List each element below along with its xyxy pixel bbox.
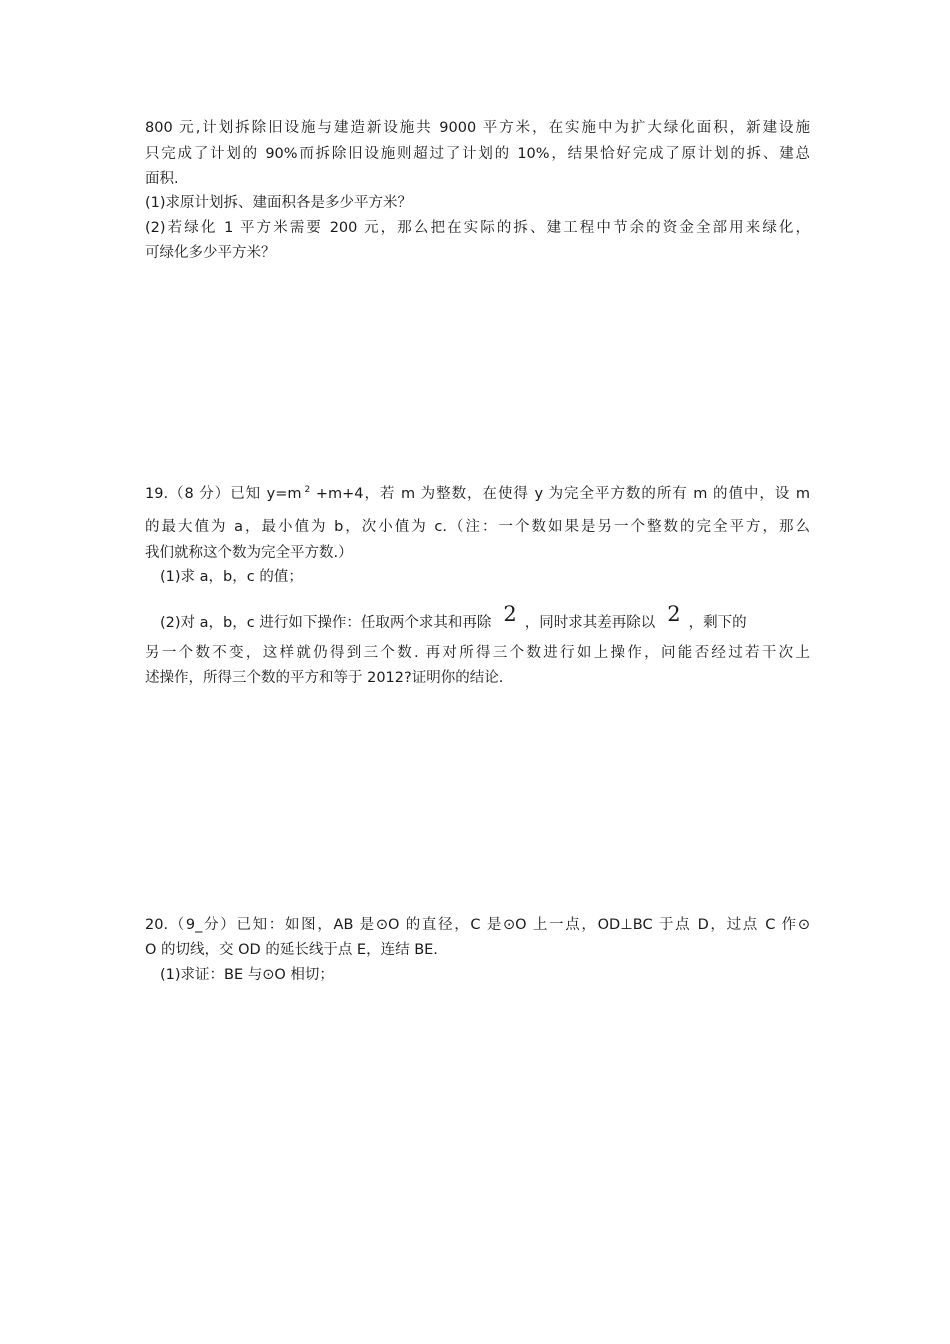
p20-line-1: 20.（9_分）已知：如图，AB 是⊙O 的直径，C 是⊙O 上一点，OD⊥BC 于点 D，过点 C 作⊙ [145, 917, 810, 933]
p19-exponent: 2 [304, 485, 311, 495]
p18-question-2-line-2: 可绿化多少平方米？ [145, 245, 276, 261]
p18-line-1: 800 元,计划拆除旧设施与建造新设施共 9000 平方米，在实施中为扩大绿化面积，新建设施 [145, 120, 810, 136]
p19-q2-symbol-1: 2 [503, 602, 517, 626]
p19-question-2-line-2: 另一个数不变，这样就仍得到三个数. 再对所得三个数进行如上操作，问能否经过若干次上 [145, 645, 810, 661]
p19-q2-part-3: ，剩下的 [688, 615, 747, 631]
p19-q2-part-1: (2)对 a，b，c 进行如下操作：任取两个求其和再除 [160, 615, 492, 631]
p19-line-2: 的最大值为 a，最小值为 b，次小值为 c.（注：一个数如果是另一个整数的完全平方，那么 [145, 519, 810, 535]
p19-q2-symbol-2: 2 [667, 602, 681, 626]
p19-question-1: (1)求 a，b，c 的值； [160, 569, 303, 585]
p19-q2-part-2: ，同时求其差再除以 [524, 615, 656, 631]
p18-question-1: (1)求原计划拆、建面积各是多少平方米？ [145, 195, 413, 211]
p19-line-3: 我们就称这个数为完全平方数.） [145, 545, 353, 561]
p19-line-1-pre: 19.（8 分）已知 y=m [145, 486, 302, 502]
p18-line-2: 只完成了计划的 90%而拆除旧设施则超过了计划的 10%，结果恰好完成了原计划的拆、建总 [145, 146, 810, 162]
p19-line-1-post: +m+4，若 m 为整数，在使得 y 为完全平方数的所有 m 的值中，设 m [315, 486, 811, 502]
p19-line-1 [145, 485, 810, 505]
p20-line-2: O 的切线，交 OD 的延长线于点 E，连结 BE. [145, 942, 438, 958]
p18-question-2-line-1: (2)若绿化 1 平方米需要 200 元，那么把在实际的拆、建工程中节余的资金全部用来绿化， [145, 220, 810, 236]
p20-question-1: (1)求证：BE 与⊙O 相切； [160, 967, 334, 983]
p19-question-2-line-1 [160, 602, 810, 632]
p18-line-3: 面积. [145, 171, 179, 187]
p19-question-2-line-3: 述操作，所得三个数的平方和等于 2012?证明你的结论. [145, 670, 504, 686]
